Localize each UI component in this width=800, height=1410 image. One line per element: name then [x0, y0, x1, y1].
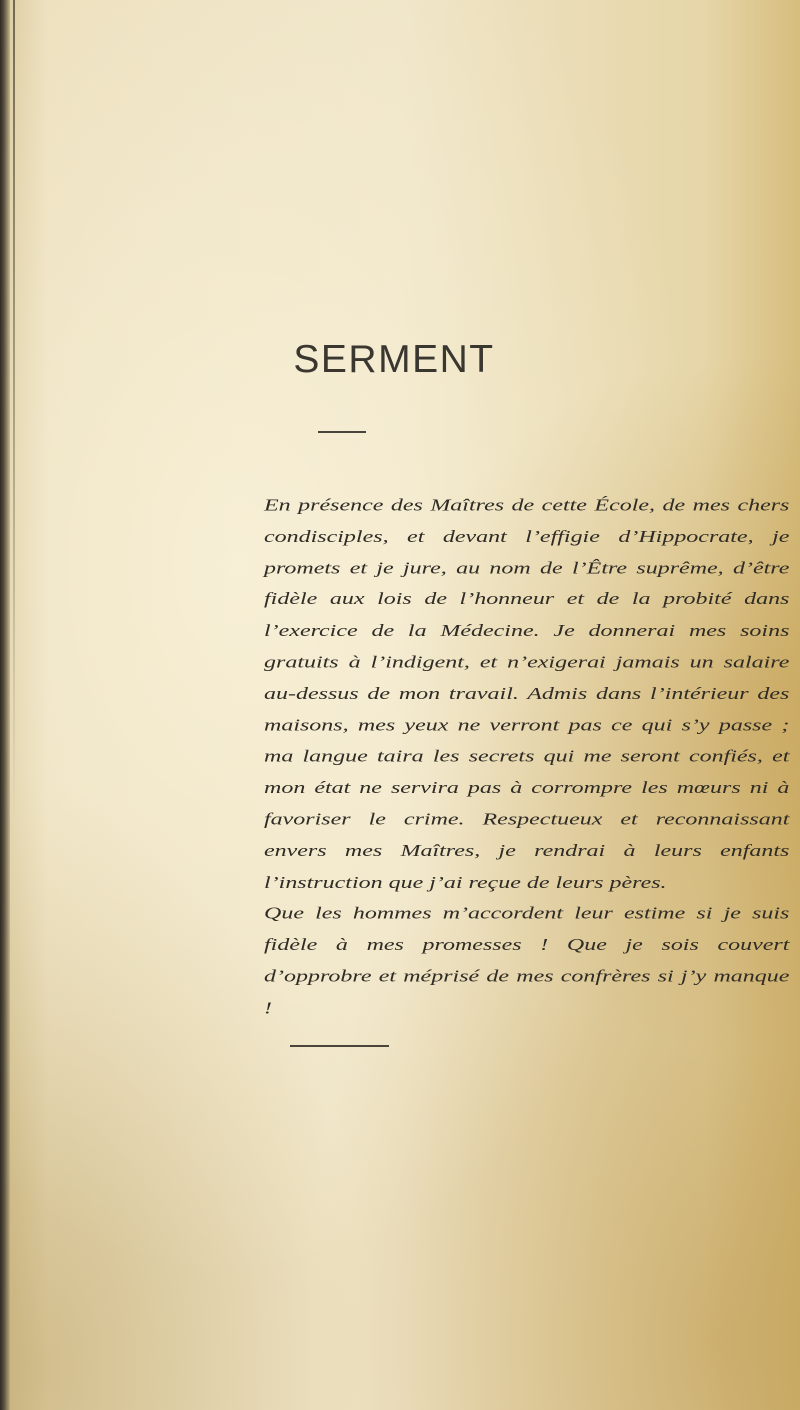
closing-divider-rule [290, 1045, 389, 1047]
oath-paragraph-1: En présence des Maîtres de cette École, de mes chers condisciples, et devant l’effigie d’Hippocrate, je promets et je jure, au nom de l’Être suprême, d’être fidèle aux lois de l’honneur et de la probité dans l’exercice de la Médecine. Je donnerai mes soins gratuits à l’indigent, et n’exigerai jamais un salaire au-dessus de mon travail. Admis dans l’intérieur des maisons, mes yeux ne verront pas ce qui s’y passe ; ma langue taira les secrets qui me seront confiés, et mon état ne servira pas à corrompre les mœurs ni à favoriser le crime. Respectueux et reconnaissant envers mes Maîtres, je rendrai à leurs enfants l’instruction que j’ai reçue de leurs pères. [264, 495, 790, 892]
page-title: SERMENT [293, 338, 495, 381]
title-divider-rule [318, 431, 366, 433]
oath-text [264, 490, 789, 1024]
book-binding-edge [0, 0, 10, 1410]
oath-paragraph-2: Que les hommes m’accordent leur estime si je suis fidèle à mes promesses ! Que je sois couvert d’opprobre et méprisé de mes confrères si j’y manque ! [264, 903, 790, 1018]
binding-shadow-line [13, 0, 15, 820]
